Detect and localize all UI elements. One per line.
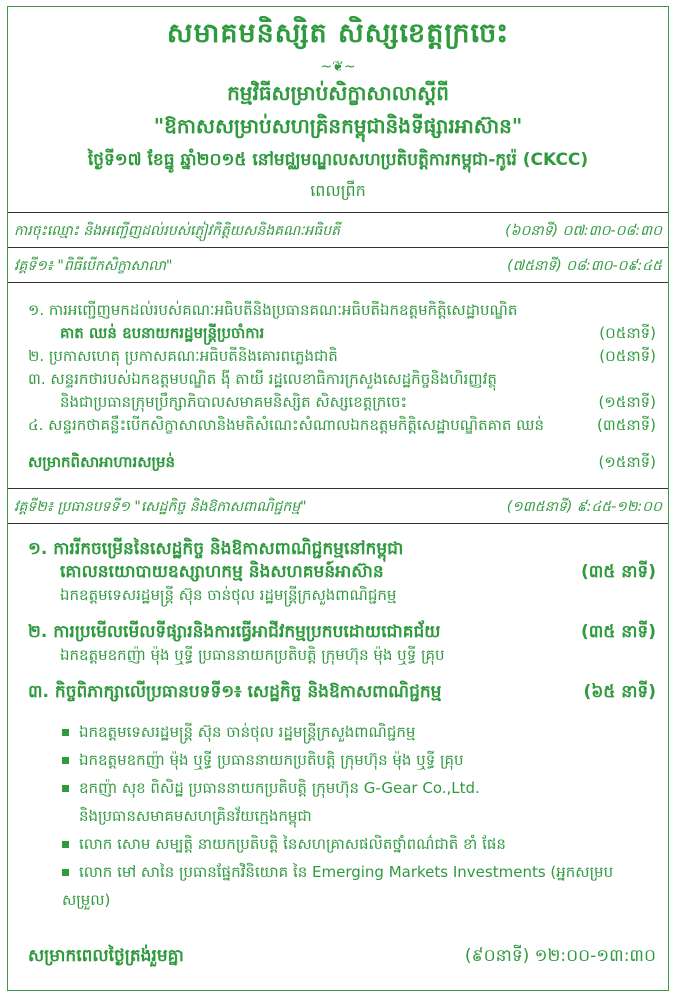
program-title: កម្មវិធីសម្រាប់សិក្ខាសាលាស្តីពី bbox=[227, 81, 449, 105]
workshop-topic: "ឱកាសសម្រាប់សហគ្រិនកម្ពុជានិងទីផ្សារអាស៊ាន" bbox=[153, 114, 523, 138]
part1-time: (៧៥នាទី) ០៨:៣០-០៩:៤៥ bbox=[507, 258, 662, 274]
list-item: ឧកញ៉ា សុខ ពិសិដ្ឋ ប្រធាននាយកប្រតិបត្តិ ក្រុមហ៊ុន G-Gear Co.,Ltd. bbox=[62, 774, 656, 802]
date-venue: ថ្ងៃទី១៧ ខែធ្នូ ឆ្នាំ២០១៥ នៅមជ្ឈមណ្ឌលសហប្រតិបត្តិការកម្ពុជា-កូរ៉េ (CKCC) bbox=[87, 150, 589, 170]
list-item: លោក មៅ សានៃ ប្រធានផ្នែកវិនិយោគ នៃ Emerging Markets Investments (អ្នកសម្របសម្រួល) bbox=[62, 863, 614, 909]
agenda-item: ២. ប្រកាសហេតុ ប្រកាសគណៈអធិបតីនិងគោរពភ្លេងជាតិ (០៥នាទី) bbox=[28, 347, 656, 365]
part2-time: (១៣៥នាទី) ៩:៤៥-១២:០០ bbox=[506, 499, 662, 515]
session-label: ពេលព្រឹក bbox=[310, 181, 366, 200]
bullet-icon bbox=[62, 869, 69, 876]
list-item: និងប្រធានសមាគមសហគ្រិនវ័យក្មេងកម្ពុជា bbox=[79, 807, 312, 825]
part2-label: វគ្គទី២៖ ប្រធានបទទី១ "សេដ្ឋកិច្ច និងឱកាសពាណិជ្ជកម្ម" bbox=[14, 499, 307, 515]
agenda-item: ១. ការអញ្ជើញមកដល់របស់គណៈអធិបតីនិងប្រធានគណៈអធិបតីឯកឧត្តមកិត្តិសេដ្ឋាបណ្ឌិត គាត ឈន់ ឧបនាយករដ្ឋមន្ត្រីប្រចាំការ (០៥នាទី) bbox=[28, 301, 656, 342]
part2-items bbox=[8, 524, 668, 704]
agenda-item: ១. ការរីកចម្រើននៃសេដ្ឋកិច្ច និងឱកាសពាណិជ្ជកម្មនៅកម្ពុជា គោលនយោបាយឧស្សាហកម្ម និងសហគមន៍អាស៊ាន ឯកឧត្តមទេសរដ្ឋមន្ត្រី ស៊ុន ចាន់ថុល រដ្ឋមន្ត្រីក្រសួងពាណិជ្ជកម្ម (៣៥ នាទី) bbox=[28, 539, 656, 604]
registration-label: ការចុះឈ្មោះ និងអញ្ជើញដល់របស់ភ្ញៀវកិត្តិយសនិងគណៈអធិបតី bbox=[14, 223, 340, 239]
lunch-row: សម្រាកពេលថ្ងៃត្រង់រួមគ្នា (៩០នាទី) ១២:០០-១៣:៣០ bbox=[28, 946, 656, 966]
ornament-divider: ~❦~ bbox=[320, 59, 356, 75]
part2-bar bbox=[8, 488, 668, 524]
part1-items bbox=[8, 283, 668, 474]
break-row: សម្រាកពិសាអាហារសម្រន់ (១៥នាទី) bbox=[28, 453, 656, 471]
list-item: ឯកឧត្តមឧកញ៉ា ម៉ុង ឬទ្ធី ប្រធាននាយកប្រតិបត្តិ ក្រុមហ៊ុន ម៉ុង ឬទ្ធី គ្រុប bbox=[62, 746, 656, 774]
bullet-icon bbox=[62, 729, 69, 736]
list-item: ឯកឧត្តមទេសរដ្ឋមន្ត្រី ស៊ុន ចាន់ថុល រដ្ឋមន្ត្រីក្រសួងពាណិជ្ជកម្ម bbox=[62, 718, 656, 746]
part1-bar bbox=[8, 248, 668, 283]
agenda-item: ២. ការប្រមើលមើលទីផ្សារនិងការធ្វើអាជីវកម្មប្រកបដោយជោគជ័យ ឯកឧត្តមឧកញ៉ា ម៉ុង ឬទ្ធី ប្រធាននាយកប្រតិបត្តិ ក្រុមហ៊ុន ម៉ុង ឬទ្ធី គ្រុប (៣៥ នាទី) bbox=[28, 622, 656, 664]
registration-time: (៦០នាទី) ០៧:៣០-០៨:៣០ bbox=[505, 223, 662, 239]
bullet-icon bbox=[62, 757, 69, 764]
program-page bbox=[7, 6, 669, 991]
bullet-icon bbox=[62, 841, 69, 848]
agenda-item: ៣. កិច្ចពិភាក្សាលើប្រធានបទទី១៖ សេដ្ឋកិច្ច និងឱកាសពាណិជ្ជកម្ម (៦៥ នាទី) bbox=[28, 682, 656, 702]
part1-label: វគ្គទី១៖ "ពិធីបើកសិក្ខាសាលា" bbox=[14, 258, 173, 274]
agenda-item: ៤. សន្ទរកថាគន្លឹះបើកសិក្ខាសាលានិងមតិសំណេះសំណាលឯកឧត្តមកិត្តិសេដ្ឋាបណ្ឌិតគាត ឈន់ (៣៥នាទី) bbox=[28, 416, 656, 434]
list-item: លោក សោម សម្បត្តិ នាយកប្រតិបត្តិ នៃសហគ្រាសផលិតថ្នាំពណ៌ជាតិ ខាំ ផែន bbox=[62, 830, 656, 858]
bullet-icon bbox=[62, 785, 69, 792]
registration-bar bbox=[8, 212, 668, 248]
panel-list bbox=[8, 704, 668, 914]
agenda-item: ៣. សន្ទរកថារបស់ឯកឧត្តមបណ្ឌិត ង៉ី តាយី រដ្ឋលេខាធិការក្រសួងសេដ្ឋកិច្ចនិងហិរញ្ញវត្ថុ និងជាប្រធានក្រុមប្រឹក្សាភិបាលសមាគមនិស្សិត សិស្សខេត្តក្រចេះ (១៥នាទី) bbox=[28, 370, 656, 411]
organization-name: សមាគមនិស្សិត សិស្សខេត្តក្រចេះ bbox=[166, 18, 510, 49]
